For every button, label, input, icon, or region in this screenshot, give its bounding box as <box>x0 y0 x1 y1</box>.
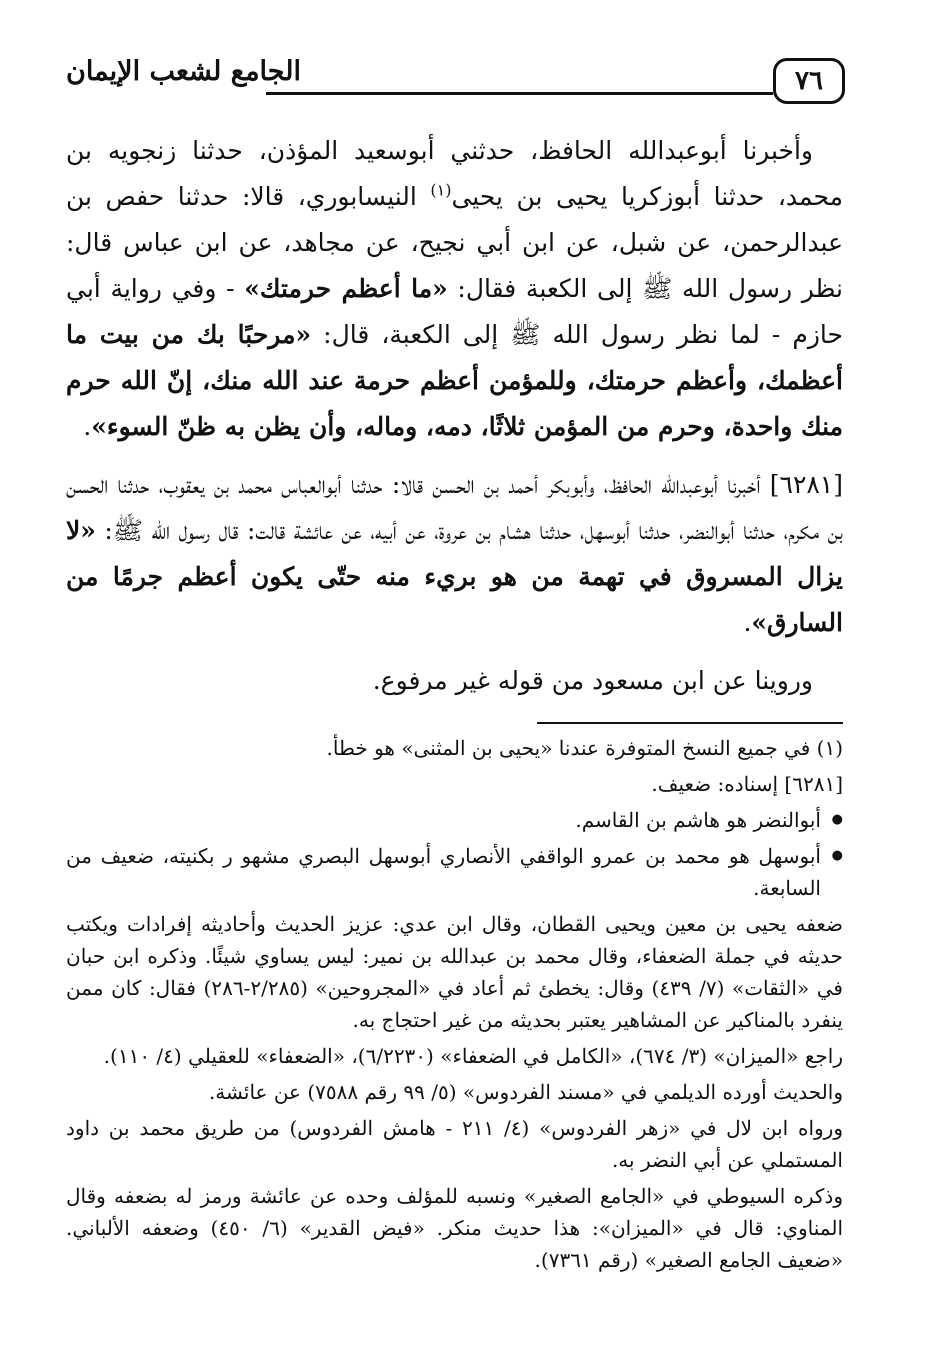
footnote-paragraph: والحديث أورده الديلمي في «مسند الفردوس» (٥/ ٩٩ رقم ٧٥٨٨) عن عائشة. <box>208 1080 843 1104</box>
hadith-variant: - وفي رواية أبي حازم - لما نظر رسول الله ﷺ إلى الكعبة، قال: <box>66 274 844 349</box>
footnote-bullet: ● أبوسهل هو محمد بن عمرو الواقفي الأنصاري أبوسهل البصري مشهو ر بكنيته، ضعيف من السابعة. <box>66 840 843 904</box>
page-number: ٧٦ <box>773 58 845 104</box>
hadith-matn: «مرحبًا بك من بيت ما أعظمك، وأعظم حرمتك، وللمؤمن أعظم حرمة عند الله منك، إنّ الله حرم منك واحدة، وحرم من المؤمن ثلاثًا، دمه، وماله، وأن يظن به ظنّ السوء» <box>66 320 843 441</box>
period: . <box>83 412 92 441</box>
hadith-isnad: وأخبرنا أبوعبدالله الحافظ، حدثني أبوسعيد المؤذن، حدثنا زنجويه بن محمد، حدثنا أبوزكريا يحيى بن يحيى <box>66 136 843 211</box>
hadith-matn: «لا يزال المسروق في تهمة من هو بريء منه حتّى يكون أعظم جرمًا من السارق» <box>66 516 843 637</box>
footnote-paragraph: راجع «الميزان» (٣/ ٦٧٤)، «الكامل في الضعفاء» (٦/٢٢٣٠)، «الضعفاء» للعقيلي (٤/ ١١٠). <box>103 1044 843 1068</box>
footnote-1: (١) في جميع النسخ المتوفرة عندنا «يحيى بن المثنى» هو خطأ. <box>326 736 843 760</box>
footnote-bullet: ● أبوالنضر هو هاشم بن القاسم. <box>66 804 843 836</box>
hadith-isnad-cont: النيسابوري، قالا: حدثنا حفص بن عبدالرحمن، عن شبل، عن ابن أبي نجيح، عن مجاهد، عن ابن عباس قال: نظر رسول الله ﷺ إلى الكعبة فقال: <box>66 182 843 303</box>
hadith-isnad: [٦٢٨١] أخبرنا أبوعبدالله الحافظ، وأبوبكر أحمد بن الحسن قالا: حدثنا أبوالعباس محمد بن يعقوب، حدثنا الحسن بن مكرم، حدثنا أبوالنضر، حدثنا أبوسهل، حدثنا هشام بن عروة، عن أبيه، عن عائشة قالت: قال رسول الله ﷺ: <box>66 470 843 545</box>
hadith-paragraph-1 <box>66 128 843 450</box>
footnote-grading: [٦٢٨١] إسناده: ضعيف. <box>651 772 843 796</box>
main-text <box>66 128 843 716</box>
header-rule <box>266 92 773 95</box>
hadith-paragraph-2 <box>66 462 843 646</box>
footnote-ref: (١) <box>430 180 452 200</box>
book-title: الجامع لشعب الإيمان <box>66 56 301 87</box>
footnote-paragraph: ورواه ابن لال في «زهر الفردوس» (٤/ ٢١١ - هامش الفردوس) من طريق محمد بن داود المستملي عن أبي النضر به. <box>66 1116 843 1172</box>
footnotes <box>66 732 843 1280</box>
footnote-paragraph: ضعفه يحيى بن معين ويحيى القطان، وقال ابن عدي: عزيز الحديث وأحاديثه إفرادات ويكتب حديثه في جملة الضعفاء، وقال محمد بن عبدالله بن نمير: ليس يساوي شيئًا. وذكره ابن حبان في «الثقات» (٧/ ٤٣٩) وقال: يخطئ ثم أعاد في «المجروحين» (٢/٢٨٥-٢٨٦) فقال: كان ممن ينفرد بالمناكير عن المشاهير يعتبر بحديثه من غير احتجاج به. <box>66 912 844 1032</box>
period: . <box>743 608 752 637</box>
footnote-separator <box>537 722 843 724</box>
hadith-quote: «ما أعظم حرمتك» <box>244 274 448 303</box>
page-header <box>66 52 845 108</box>
footnote-paragraph: وذكره السيوطي في «الجامع الصغير» ونسبه للمؤلف وحده عن عائشة ورمز له بضعفه وقال المناوي: قال في «الميزان»: هذا حديث منكر. «فيض القدير» (٦/ ٤٥٠) وضعفه الألباني. «ضعيف الجامع الصغير» (رقم ٧٣٦١). <box>66 1184 844 1272</box>
hadith-paragraph-3: وروينا عن ابن مسعود من قوله غير مرفوع. <box>372 666 813 695</box>
